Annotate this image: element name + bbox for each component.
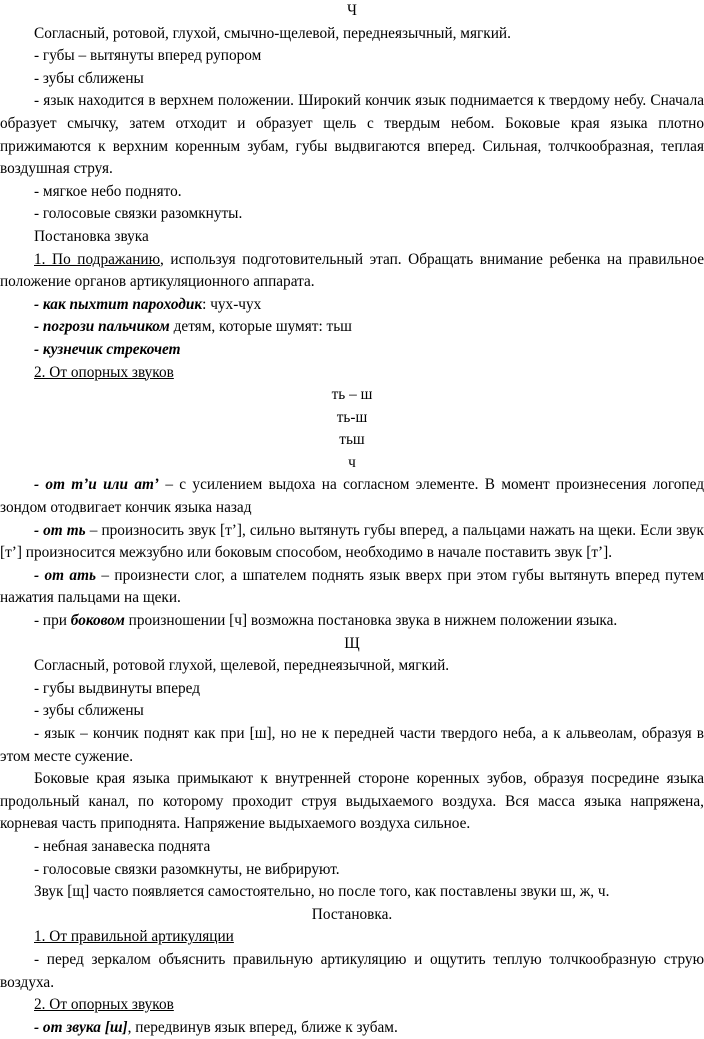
- imitation-text: , используя подготовительный этап. Обращать внимание ребенка на правильное положение органов артикуляционного аппарата.: [0, 250, 704, 291]
- ch-game-finger: - погрози пальчиком детям, которые шумят: тьш: [34, 318, 352, 336]
- ch-method-lateral: - при боковом произношении [ч] возможна постановка звука в нижнем положении языка.: [34, 612, 618, 630]
- ch-lips: - губы – вытянуты вперед рупором: [34, 47, 262, 65]
- ch-setup-title: Постановка звука: [34, 227, 149, 245]
- shch-cords: - голосовые связки разомкнуты, не вибрируют.: [34, 860, 340, 878]
- ch-method-ti: - от т’и или ат’ – с усилением выдоха на согласном элементе. В момент произнесения логопед зондом отодвигает кончик языка назад: [0, 476, 704, 517]
- ch-game-steamer: - как пыхтит пароходик: чух-чух: [34, 295, 262, 313]
- shch-tongue: - язык – кончик поднят как при [ш], но не к передней части твердого неба, а к альвеолам, образуя в этом месте сужение.: [0, 725, 704, 765]
- ch-reference-label: 2. От опорных звуков: [34, 363, 174, 381]
- chain-step: ть-ш: [336, 408, 368, 426]
- ch-tongue: - язык находится в верхнем положении. Широкий кончик язык поднимается к твердому небу. Сначала образует смычку, затем отходит и образует щель с твердым небом. Боковые края языка плотно прижимаются к верхним коренным зубам, губы выдвигаются вперед. Сильная, толчкообразная, теплая воздушная струя.: [0, 92, 704, 178]
- shch-lips: - губы выдвинуты вперед: [34, 679, 201, 697]
- shch-correct-label: 1. От правильной артикуляции: [34, 928, 234, 946]
- shch-curtain: - небная занавеска поднята: [34, 837, 211, 855]
- shch-description: Согласный, ротовой глухой, щелевой, переднеязычной, мягкий.: [34, 657, 450, 675]
- chain-step: ч: [348, 453, 356, 471]
- game-finger-label: погрози пальчиком: [42, 318, 170, 336]
- ch-description: Согласный, ротовой, глухой, смычно-щелевой, переднеязычный, мягкий.: [34, 24, 511, 42]
- shch-from-sound: - от звука [ш], передвинув язык вперед, ближе к зубам.: [34, 1018, 398, 1036]
- shch-setup-title: Постановка.: [311, 905, 393, 923]
- shch-correct-text: - перед зеркалом объяснить правильную артикуляцию и ощутить теплую толчкообразную струю воздуха.: [0, 950, 704, 991]
- ch-game-grasshopper: - кузнечик стрекочет: [34, 340, 181, 358]
- section-title-ch: Ч: [347, 2, 357, 19]
- ch-method-at: - от ать – произнести слог, а шпателем поднять язык вверх при этом губы вытянуть вперед путем нажатия пальцами на щеки.: [0, 566, 704, 607]
- shch-note: Звук [щ] часто появляется самостоятельно, но после того, как поставлены звуки ш, ж, ч.: [34, 883, 610, 901]
- shch-edges: Боковые края языка примыкают к внутренней стороне коренных зубов, образуя посредине языка продольный канал, по которому проходит струя выдыхаемого воздуха. Вся масса языка напряжена, корневая часть приподнята. Напряжение выдыхаемого воздуха сильное.: [0, 770, 704, 833]
- ch-teeth: - зубы сближены: [34, 69, 144, 87]
- ch-palate: - мягкое небо поднято.: [34, 182, 182, 200]
- shch-teeth: - зубы сближены: [34, 702, 144, 720]
- imitation-label: 1. По подражанию: [34, 250, 161, 268]
- section-title-shch: Щ: [344, 634, 360, 652]
- shch-reference-label: 2. От опорных звуков: [34, 996, 174, 1014]
- ch-cords: - голосовые связки разомкнуты.: [34, 205, 243, 223]
- ch-imitation-paragraph: [0, 249, 704, 294]
- game-steamer-label: как пыхтит пароходик: [42, 295, 203, 313]
- chain-step: тьш: [339, 431, 365, 449]
- chain-step: ть – ш: [331, 386, 373, 404]
- ch-method-t: - от ть – произносить звук [т’], сильно вытянуть губы вперед, а пальцами нажать на щеки. Если звук [т’] произносится межзубно или боковым способом, необходимо в начале поставить звук [т’].: [0, 521, 704, 562]
